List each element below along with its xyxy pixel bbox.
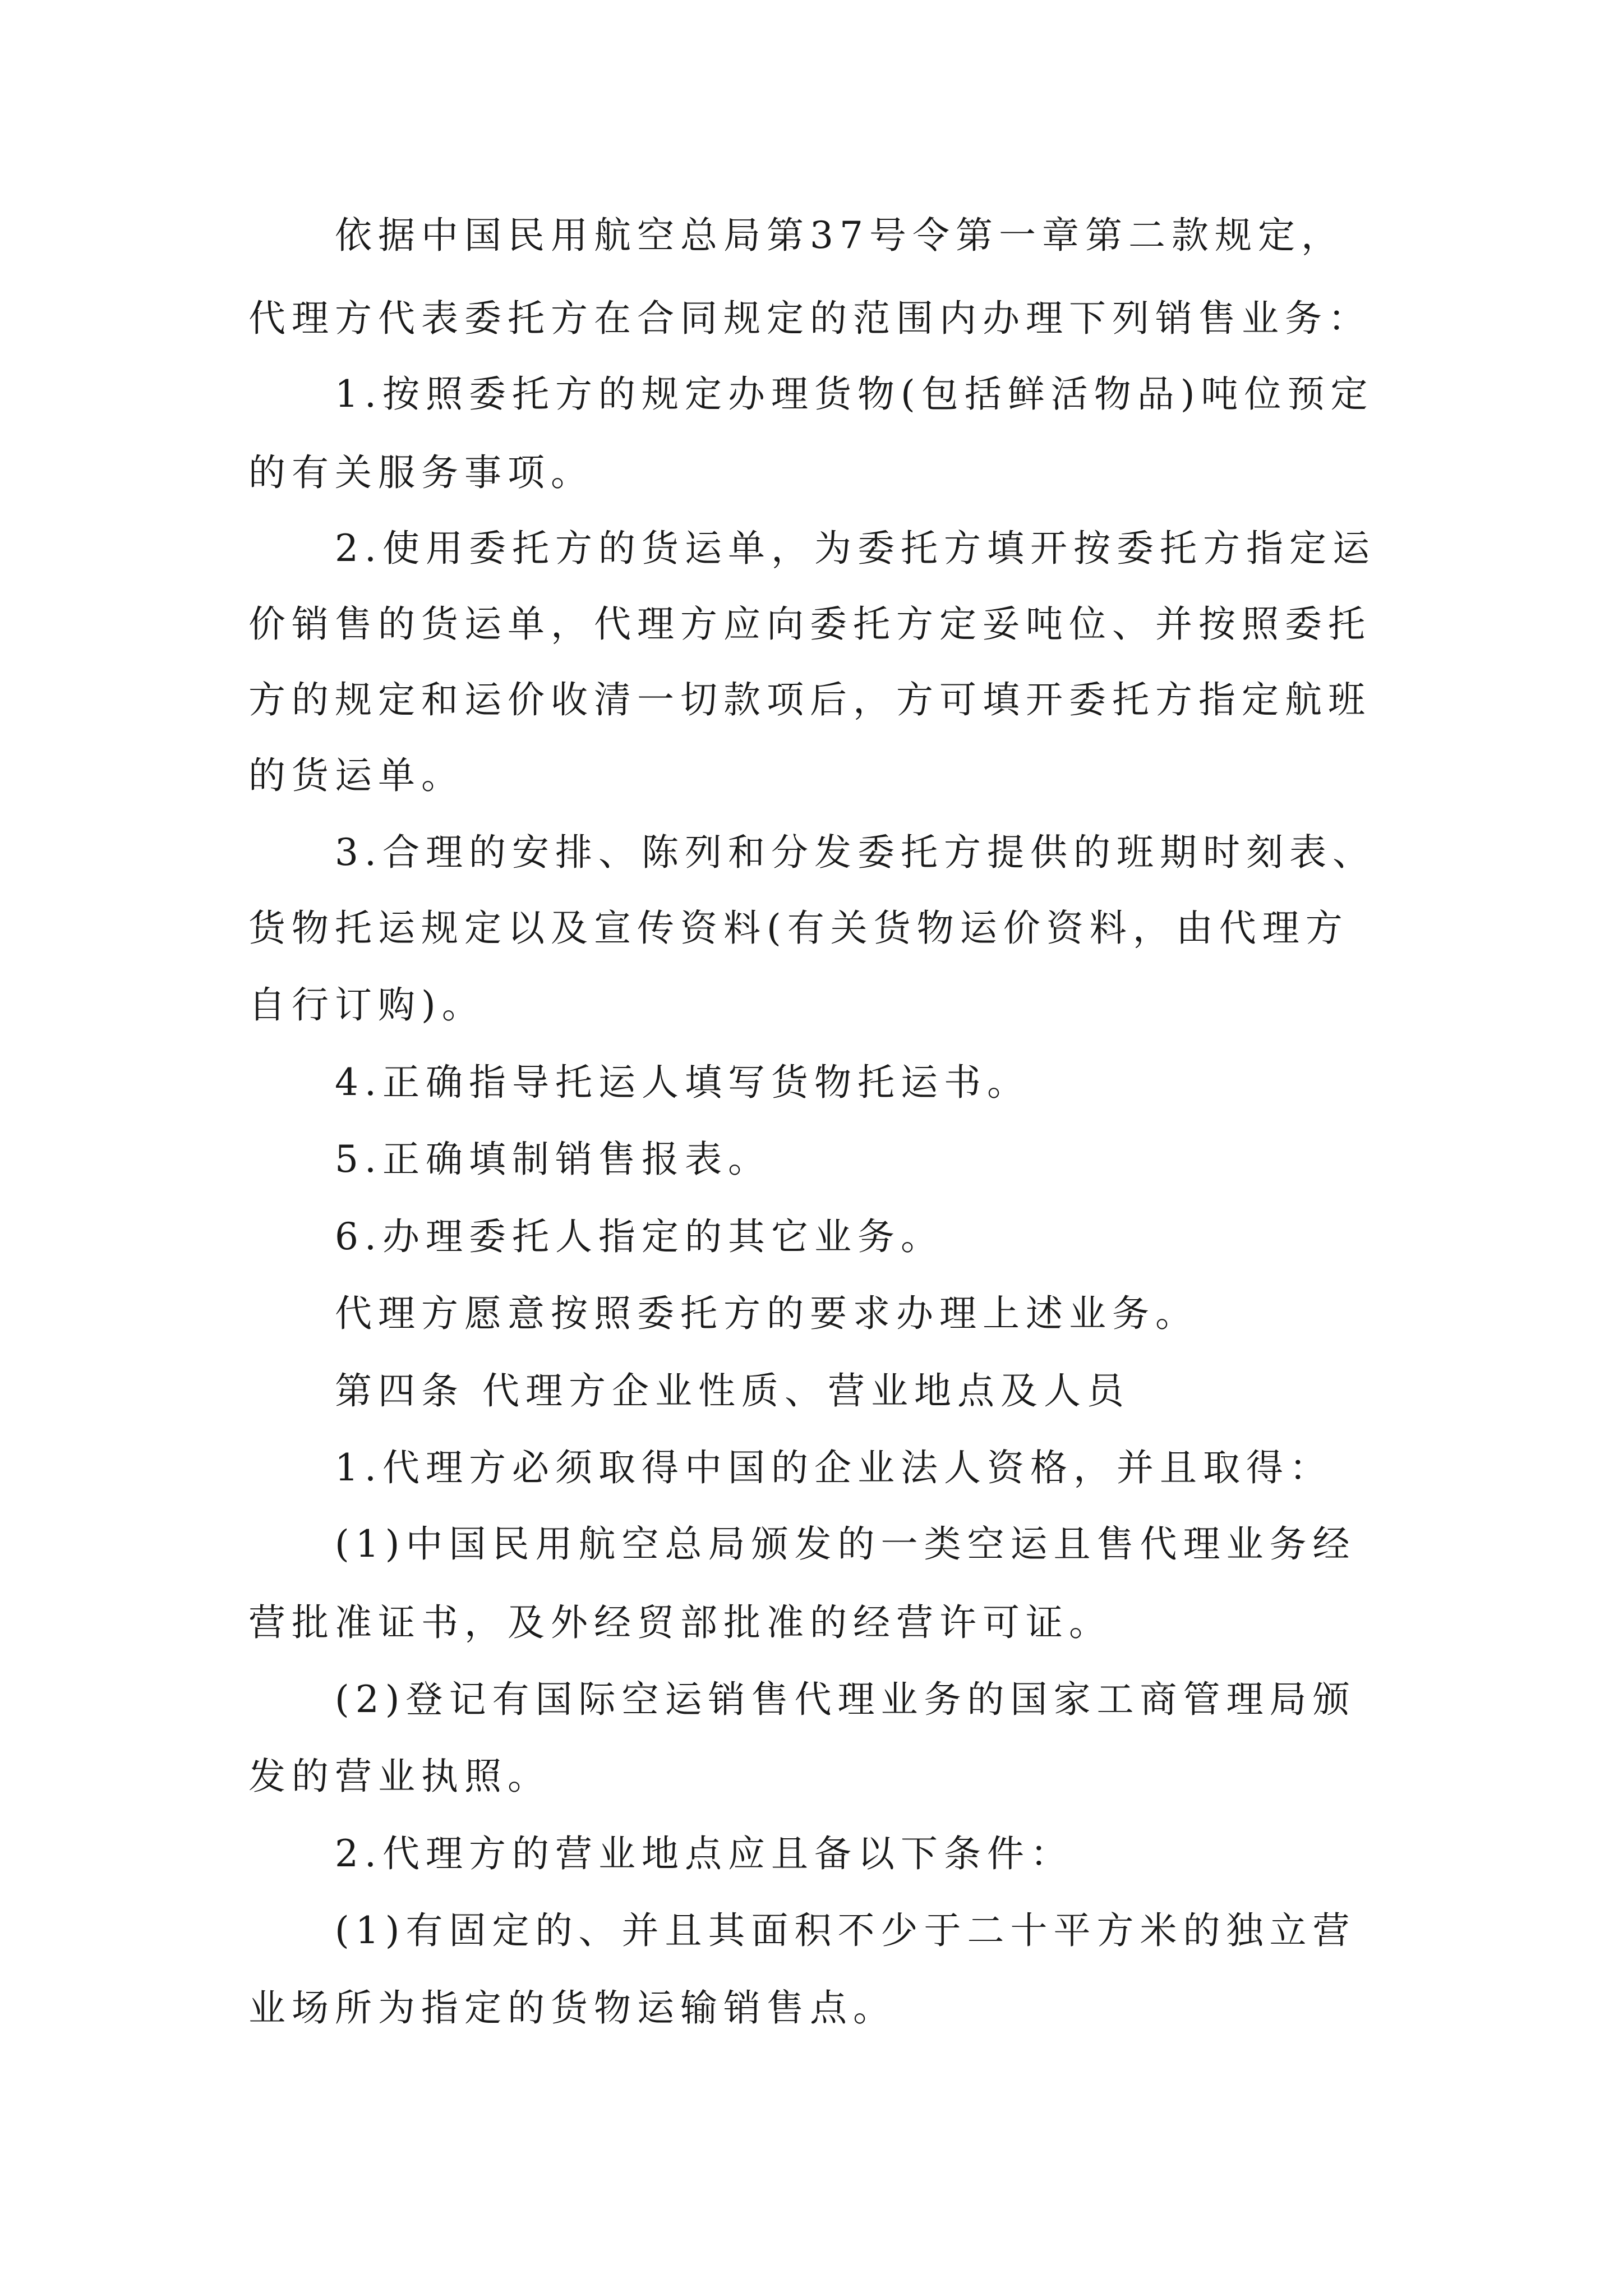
- text-line: 5.正确填制销售报表。: [335, 1138, 771, 1181]
- text-line: (1)中国民用航空总局颁发的一类空运且售代理业务经: [335, 1522, 1356, 1566]
- text-line: 4.正确指导托运人填写货物托运书。: [335, 1061, 1030, 1104]
- text-line: 业场所为指定的货物运输销售点。: [248, 1986, 896, 2030]
- text-line: 代理方代表委托方在合同规定的范围内办理下列销售业务：: [248, 297, 1371, 340]
- text-line: 的货运单。: [248, 754, 464, 797]
- text-line: 自行订购)。: [248, 983, 485, 1027]
- text-line: 方的规定和运价收清一切款项后，方可填开委托方指定航班: [248, 678, 1371, 721]
- text-line: 3.合理的安排、陈列和分发委托方提供的班期时刻表、: [335, 831, 1376, 874]
- text-line: 货物托运规定以及宣传资料(有关货物运价资料，由代理方: [248, 907, 1349, 950]
- text-line: 营批准证书，及外经贸部批准的经营许可证。: [248, 1601, 1112, 1644]
- text-line: 6.办理委托人指定的其它业务。: [335, 1215, 944, 1258]
- text-line: (1)有固定的、并且其面积不少于二十平方米的独立营: [335, 1909, 1356, 1952]
- text-line: (2)登记有国际空运销售代理业务的国家工商管理局颁: [335, 1678, 1356, 1721]
- text-line: 2.使用委托方的货运单，为委托方填开按委托方指定运: [335, 527, 1376, 570]
- text-line: 价销售的货运单，代理方应向委托方定妥吨位、并按照委托: [248, 602, 1371, 646]
- text-line: 2.代理方的营业地点应且备以下条件：: [335, 1832, 1073, 1875]
- text-line: 1.代理方必须取得中国的企业法人资格，并且取得：: [335, 1446, 1332, 1489]
- text-line: 发的营业执照。: [248, 1755, 551, 1798]
- section-heading: 第四条 代理方企业性质、营业地点及人员: [335, 1369, 1130, 1412]
- text-line: 的有关服务事项。: [248, 451, 594, 494]
- text-line: 代理方愿意按照委托方的要求办理上述业务。: [335, 1292, 1198, 1335]
- text-line: 依据中国民用航空总局第37号令第一章第二款规定，: [335, 214, 1344, 257]
- text-line: 1.按照委托方的规定办理货物(包括鲜活物品)吨位预定: [335, 372, 1374, 416]
